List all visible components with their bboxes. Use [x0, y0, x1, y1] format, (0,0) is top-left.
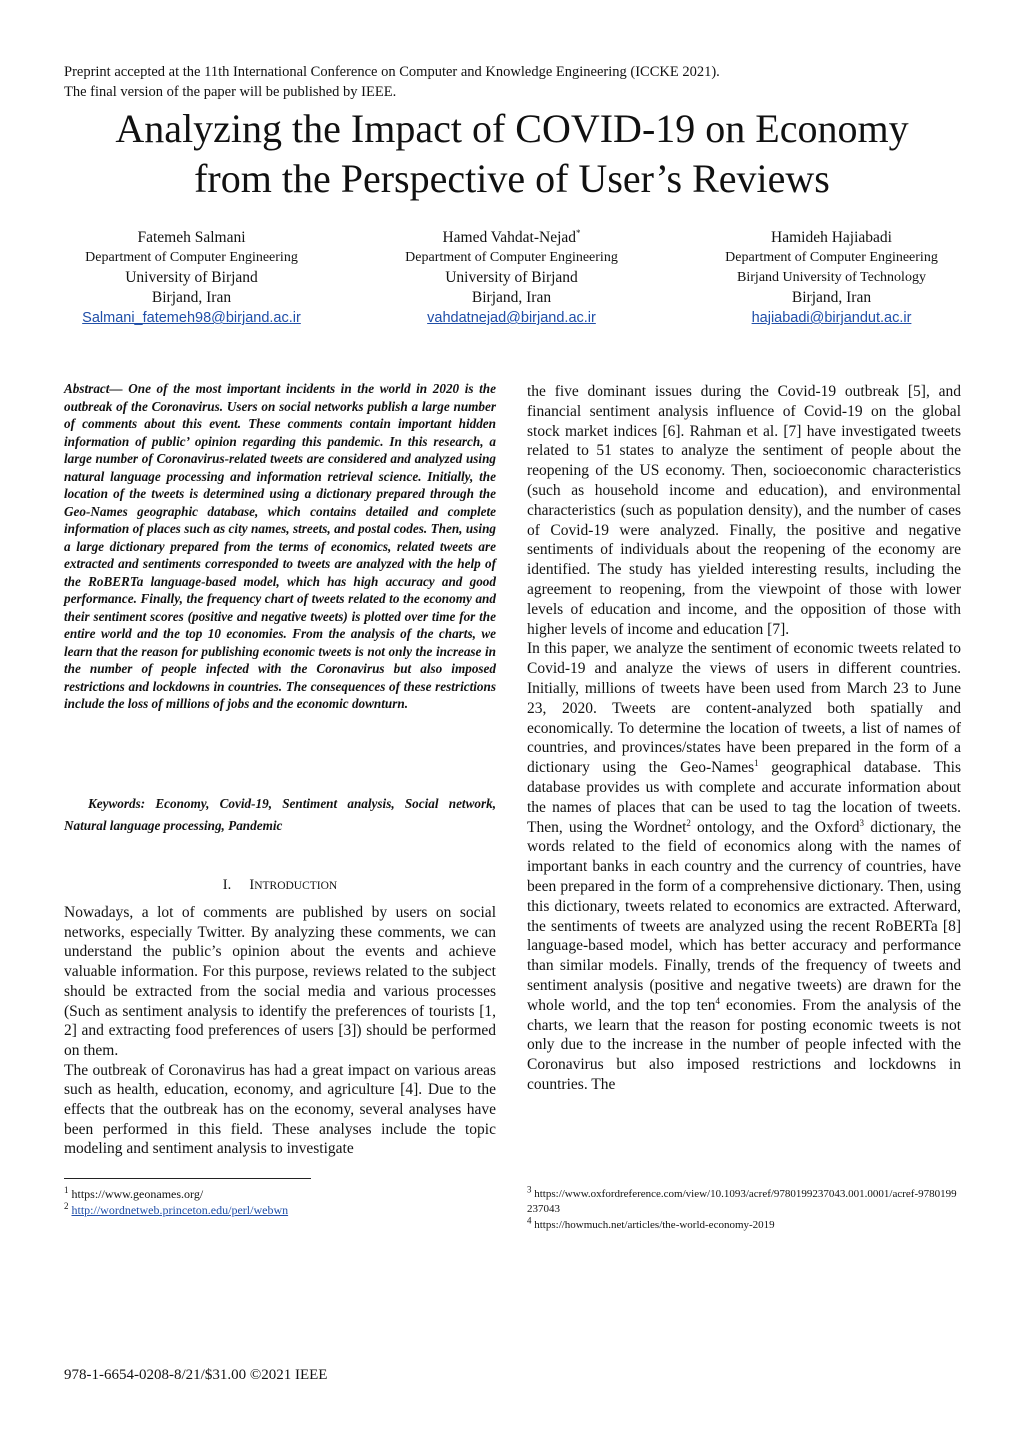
text-run: dictionary, the words related to the field of economics along with the names of important banks in each country and the currency of countries, have been prepared in the form of a comprehensive dictionary. Then, using this dictionary, tweets related to economics are extracted. Afterward, the sentiments of tweets are analyzed using the recent RoBERTa [8] language-based model, which has better accuracy and performance than similar models. Finally, trends of the frequency of tweets and sentiment analysis (positive and negative tweets) are drawn for the whole world, and the top ten — [527, 818, 961, 1014]
keywords: Keywords: Economy, Covid-19, Sentiment analysis, Social network, Natural language processing, Pandemic — [64, 796, 496, 833]
introduction-right-column — [527, 382, 961, 1095]
author-block-3 — [704, 228, 959, 328]
footnote-url: https://howmuch.net/articles/the-world-economy-2019 — [531, 1219, 775, 1231]
introduction-left-column — [64, 903, 496, 1159]
title-line-2: from the Perspective of User’s Reviews — [194, 156, 830, 201]
author-university: Birjand University of Technology — [737, 270, 926, 285]
copyright-footer: 978-1-6654-0208-8/21/$31.00 ©2021 IEEE — [64, 1367, 328, 1383]
author-name: Hamideh Hajiabadi — [771, 229, 892, 246]
section-number: I. — [222, 877, 232, 893]
text-run: In this paper, we analyze the sentiment of economic tweets related to Covid-19 and analyze the views of users in different countries. Initially, millions of tweets have been used from March 23 to June 23, 2020. Tweets are content-analyzed both spatially and economically. To determine the location of tweets, a list of names of countries, and provinces/states have been prepared in the form of a dictionary using the Geo-Names — [527, 640, 961, 777]
author-email-link[interactable]: vahdatnejad@birjand.ac.ir — [427, 310, 596, 326]
footnote-divider — [64, 1178, 311, 1179]
footnote-url: https://www.oxfordreference.com/view/10.1093/acref/9780199237043.001.0001/acref-9780199237043 — [527, 1188, 957, 1215]
paper-title — [40, 104, 984, 204]
author-city: Birjand, Iran — [791, 289, 872, 306]
footnote-4 — [527, 1215, 775, 1233]
author-department: Department of Computer Engineering — [85, 250, 298, 265]
section-title-initial: I — [249, 877, 255, 893]
footnote-number: 3 — [527, 1184, 532, 1195]
preprint-line-1: Preprint accepted at the 11th International Conference on Computer and Knowledge Engineering (ICCKE 2021). — [64, 64, 720, 80]
author-city: Birjand, Iran — [151, 289, 232, 306]
footnote-number: 1 — [64, 1185, 69, 1195]
footnote-number: 4 — [527, 1215, 532, 1226]
footnote-link[interactable]: http://wordnetweb.princeton.edu/perl/webwn — [71, 1203, 289, 1217]
author-name: Fatemeh Salmani — [137, 229, 246, 246]
author-university: University of Birjand — [125, 269, 258, 286]
footnote-ref: 1 — [754, 757, 759, 768]
author-block-1 — [64, 228, 319, 328]
abstract — [64, 380, 496, 713]
author-department: Department of Computer Engineering — [405, 250, 618, 265]
footnote-ref: 4 — [715, 995, 720, 1006]
preprint-note — [64, 62, 964, 102]
author-name-text: Hamed Vahdat-Nejad — [442, 229, 577, 246]
paragraph: The outbreak of Coronavirus has had a great impact on various areas such as health, education, economy, and agriculture [4]. Due to the effects that the outbreak has on the economy, several analyses have been performed in this field. These analyses include the topic modeling and sentiment analysis to investigate — [64, 1061, 496, 1158]
paragraph: Nowadays, a lot of comments are published by users on social networks, especially Twitter. By analyzing these comments, we can understand the public’s opinion about the events and achieve valuable information. For this purpose, reviews related to the subject should be extracted from the social media and various processes (Such as sentiment analysis to identify the preferences of tourists [1, 2] and extracting food preferences of users [3]) should be performed on them. — [64, 904, 496, 1059]
author-department: Department of Computer Engineering — [725, 250, 938, 265]
paragraph — [527, 639, 961, 1094]
preprint-line-2: The final version of the paper will be published by IEEE. — [64, 84, 397, 100]
author-email-link[interactable]: hajiabadi@birjandut.ac.ir — [751, 310, 912, 326]
footnote-1 — [64, 1187, 203, 1202]
footnote-ref: 3 — [859, 817, 865, 828]
title-line-1: Analyzing the Impact of COVID-19 on Economy — [115, 106, 909, 151]
section-title-rest: NTRODUCTION — [254, 880, 338, 892]
author-university: University of Birjand — [445, 269, 578, 286]
section-heading-introduction — [64, 877, 496, 894]
footnote-2 — [64, 1203, 288, 1218]
author-block-2 — [384, 228, 639, 328]
footnote-url: https://www.geonames.org/ — [68, 1187, 204, 1201]
abstract-text: One of the most important incidents in the world in 2020 is the outbreak of the Coronavirus. Users on social networks publish a large number of comments about this event. These comments contain important hidden information of public’ opinion regarding this pandemic. In this research, a large number of Coronavirus-related tweets are considered and analyzed using natural language processing and information retrieval science. Initially, the location of the tweets is determined using a dictionary prepared through the Geo-Names geographic database, which contains detailed and complete information of places such as city names, streets, and postal codes. Then, using a large dictionary prepared from the terms of economics, related tweets are extracted and sentiments corresponded to tweets are analyzed with the help of the RoBERTa language-based model, which has high accuracy and good performance. Finally, the frequency chart of tweets related to the economy and their sentiment scores (positive and negative tweets) is plotted over time for the entire world and the top 10 economies. From the analysis of the charts, we learn that the reason for publishing economic tweets is not only the increase in the number of people infected with the Coronavirus but also imposed restrictions and lockdowns in countries. The consequences of these restrictions include the loss of millions of jobs and the economic downturn. — [64, 381, 496, 711]
text-run: economies. From the analysis of the charts, we learn that the reason for posting economic tweets is not only due to the increase in the number of people infected with the Coronavirus but also imposed restrictions and lockdowns in countries. The — [527, 996, 961, 1093]
footnote-number: 2 — [64, 1201, 69, 1211]
corresponding-author-mark: * — [576, 227, 581, 238]
footnote-ref: 2 — [686, 817, 691, 828]
text-run: ontology, and the Oxford — [690, 818, 860, 836]
paragraph: the five dominant issues during the Covid-19 outbreak [5], and financial sentiment analysis influence of Covid-19 on the global stock market indices [6]. Rahman et al. [7] have investigated tweets related to 51 states to analyze the sentiment of people about the reopening of the US economy. Then, socioeconomic characteristics (such as household income and education), and environmental characteristics (such as population density), and the number of cases of Covid-19 were analyzed. Finally, the positive and negative sentiments of individuals about the reopening of the economy are identified. The study has yielded interesting results, including the agreement to reopening, from the viewpoint of those with lower levels of education and income, and the opposition of those with higher levels of income and education [7]. — [527, 383, 961, 638]
text-run: geographical database. This database provides us with complete and accurate information about the names of places that can be used to tag the location of tweets. Then, using the Wordnet — [527, 759, 961, 836]
author-name — [384, 228, 639, 248]
abstract-label: Abstract— — [64, 381, 123, 396]
author-city: Birjand, Iran — [471, 289, 552, 306]
footnote-3 — [527, 1184, 961, 1217]
author-email-link[interactable]: Salmani_fatemeh98@birjand.ac.ir — [82, 310, 301, 326]
